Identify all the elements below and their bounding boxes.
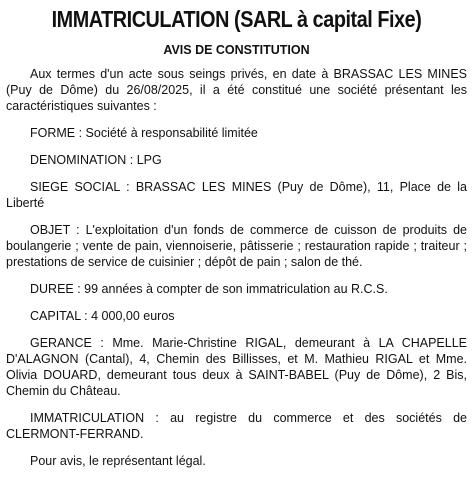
duration-paragraph: DUREE : 99 années à compter de son immatriculation au R.C.S. xyxy=(30,282,388,296)
registered-office-paragraph: SIEGE SOCIAL : BRASSAC LES MINES (Puy de Dôme), 11, Place de la Liberté xyxy=(6,180,467,210)
notice-subtitle: AVIS DE CONSTITUTION xyxy=(163,43,310,57)
intro-paragraph: Aux termes d'un acte sous seings privés, en date à BRASSAC LES MINES (Puy de Dôme) du 26/08/2025, il a été constitué une société présentant les caractéristiques suivantes : xyxy=(6,67,467,113)
denomination-paragraph: DENOMINATION : LPG xyxy=(30,153,162,167)
registration-paragraph: IMMATRICULATION : au registre du commerce et des sociétés de CLERMONT-FERRAND. xyxy=(6,411,467,441)
form-paragraph: FORME : Société à responsabilité limitée xyxy=(30,126,258,140)
capital-paragraph: CAPITAL : 4 000,00 euros xyxy=(30,309,175,323)
object-paragraph: OBJET : L'exploitation d'un fonds de commerce de cuisson de produits de boulangerie ; vente de pain, viennoiserie, pâtisserie ; restauration rapide ; traiteur ; prestations de service de cuisinier ; dépôt de pain ; salon de thé. xyxy=(6,223,467,269)
notice-title: IMMATRICULATION (SARL à capital Fixe) xyxy=(51,6,422,32)
management-paragraph: GERANCE : Mme. Marie-Christine RIGAL, demeurant à LA CHAPELLE D'ALAGNON (Cantal), 4, Chemin des Billisses, et M. Mathieu RIGAL et Mme. Olivia DOUARD, demeurant tous deux à SAINT-BABEL (Puy de Dôme), 2 Bis, Chemin du Château. xyxy=(6,336,467,398)
legal-notice xyxy=(0,4,473,488)
signature-paragraph: Pour avis, le représentant légal. xyxy=(30,454,206,468)
